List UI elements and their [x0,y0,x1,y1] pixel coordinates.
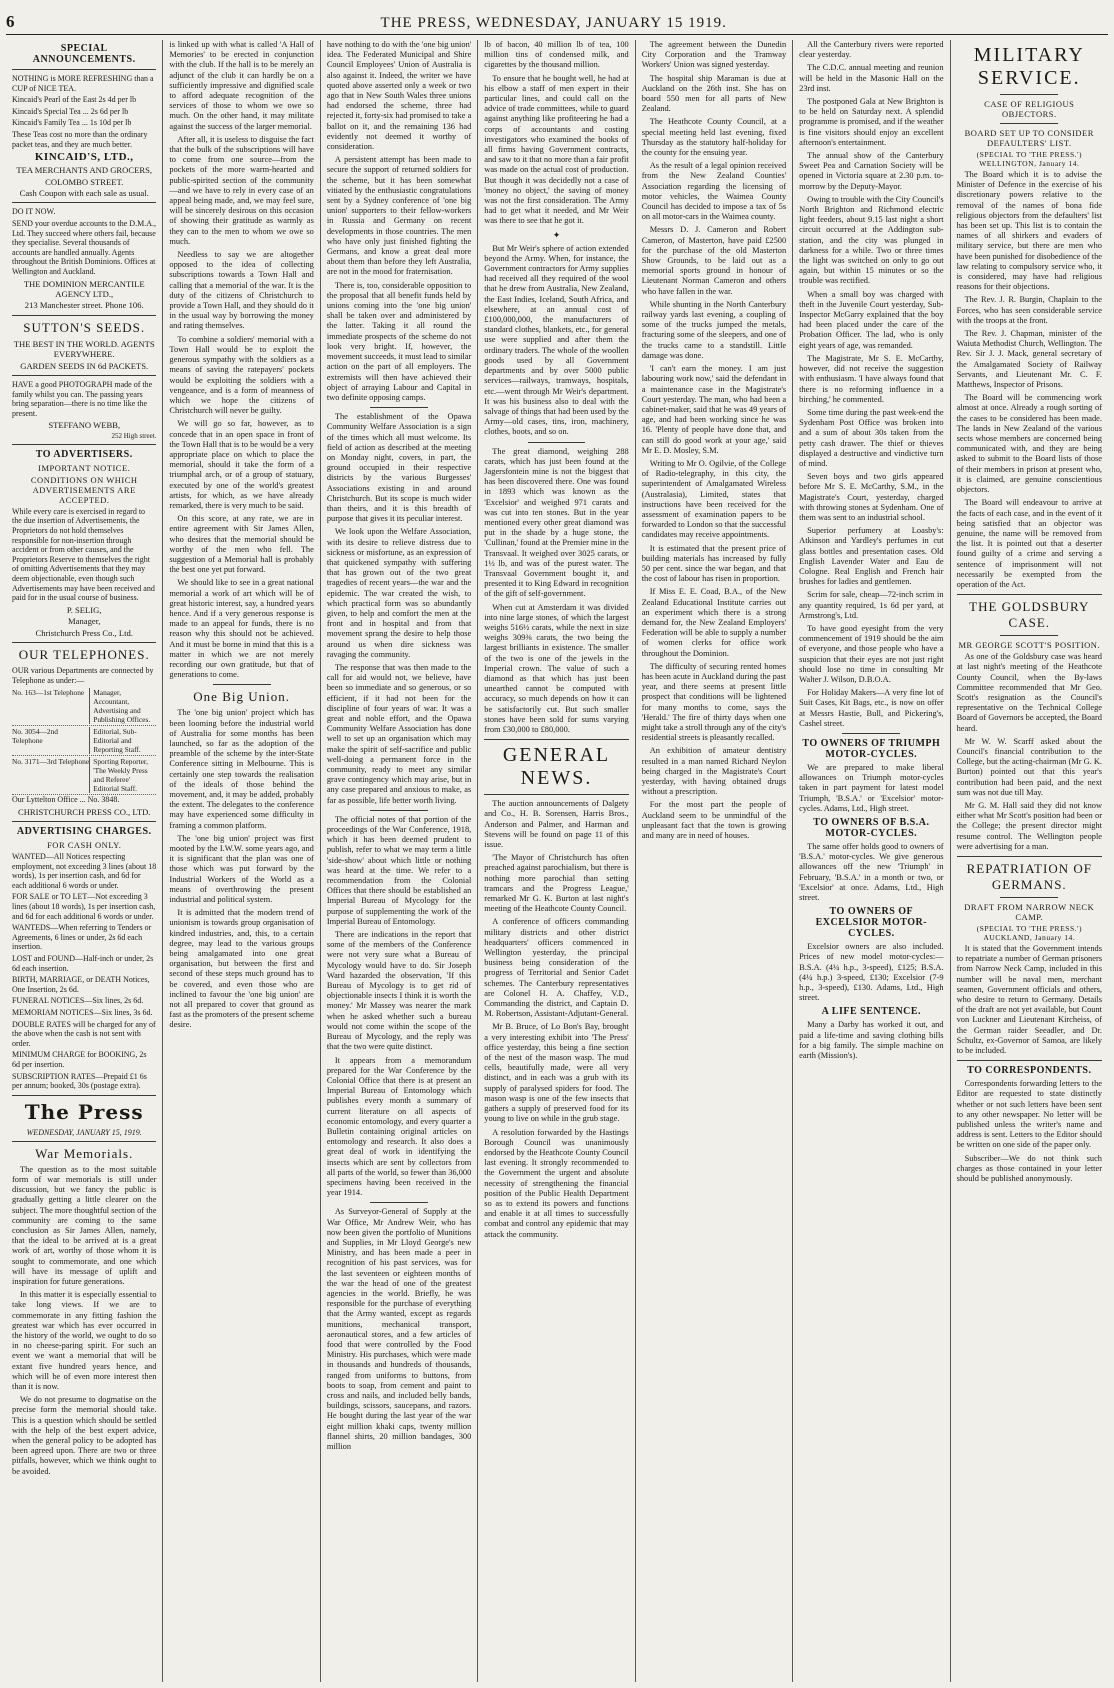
lyttelton-office: Our Lyttelton Office ... No. 3848. [12,795,120,805]
general-news-paragraph: 'The Mayor of Christchurch has often preached against parochialism, but there is nothing more parochial than setting tramcars and the Progress League,' remarked Mr G. K. Burton at last night's meeting of the Heathcote County Council. [484,853,629,914]
suttons-seeds-heading: SUTTON'S SEEDS. [23,319,146,335]
opawa-paragraph: We look upon the Welfare Association, with its desire to relieve distress due to sickness or misfortune, as an expression of that quickened sympathy with suffering that has grown out of the two great tragedies of recent years—the war and the epidemic. The war created the wish, to which practical form was so abundantly given, to help and comfort the men at the front and in hospital and from that movement sprang the desire to help those around us when dire sickness was ravaging the community. [326,527,472,659]
news-paragraph: The annual show of the Canterbury Sweet Pea and Carnation Society will be opened in Victoria square at 2.30 p.m. to-morrow by the Deputy-Mayor. [799,151,944,191]
diamond-paragraph: The great diamond, weighing 288 carats, which has just been found at the Jagersfontein mine is not the biggest that has been discovered there. One was found in 1893 which was known as the 'Excelsior' and weighed 971 carats and was cut into ten stones. But in the year mentioned every other great diamond was put in the shade by a huge stone, the 'Cullinan,' found at the Premier mine in the Transvaal. It weighed over 3025 carats, or 1½ lb, and was of the purest water. The Transvaal Government bought it, and presented it to King Edward in recognition of the gift of self-government. [484,446,629,599]
news-paragraph: Owing to trouble with the City Council's North Brighton and Richmond electric light feeders, about 9.15 last night a short circuit occurred at the Addington sub-station, and the city was plunged in darkness for a while. Two or three times the light was switched on only to go out again, but within 15 minutes or so the trouble was rectified. [799,194,944,286]
masthead [6,12,1108,35]
supply-continued: lb of bacon, 40 million lb of tea, 100 million tins of condensed milk, and cigarettes by the thousand million. [484,40,629,70]
column-5 [636,40,793,1682]
subscriber-reply: Subscriber—We do not think such charges as those contained in your letter should be published anonymously. [956,1153,1102,1184]
goldsbury-paragraph: Mr G. M. Hall said they did not know either what Mr Scott's position had been or the College; the present director might resume control. The Wellington people were advertising for a man. [956,800,1102,851]
manager-title: Manager, [68,616,101,627]
supply-paragraph: As Surveyor-General of Supply at the War Office, Mr Andrew Weir, who has now been given the portfolio of Munitions and Supplies, in Mr Lloyd George's new Ministry, and has been made a peer in recognition of his past services, was for the last seventeen or eighteen months of the war the head of one of the greatest agencies in the world. Briefly, he was responsible for the purchase of everything that the Army wanted, except as regards munitions, mechanical transport, aeronautical stores, and a few articles of food that were controlled by the Food Ministry. His purchases, which were made in thousands and hundreds of thousands, ranged from uniforms to buttons, from boots to soap, from cement and paint to cross and nails, and included belly bands, buildings, scissors, saucepans, and razors. He bought during the last year of the war eight million khaki caps, twenty million flannel shirts, 20 million bandages, 300 million [326,1207,472,1452]
board-paragraph: The Rev. J. Chapman, minister of the Waiuta Methodist Church, Wellington. The Rev. Sir J. J. Mack, general secretary of the Amalgamated Society of Railway Servants, and Lieutenant Mr. C. F. Matthews, Inspector of Prisons. [956,329,1102,390]
kincaid-name: KINCAID'S, LTD., [34,151,134,164]
one-big-union-paragraph: The 'one big union' project which has been looming before the industrial world of Australia for some months has been launched, so far as the adoption of the preamble of the scheme by the inter-State Conference sitting in Melbourne. This is certainly one step towards the realisation of the ideals of those behind the movement, and, it may be added, probably the extent. The delegates to the conference may have experienced some difficulty in framing a common platform. [169,708,314,830]
repatriation-subheading: DRAFT FROM NARROW NECK CAMP. [964,901,1095,922]
news-paragraph: Messrs D. J. Cameron and Robert Cameron, of Masterton, have paid £2500 for the purchase of the old Masterton Show Grounds, to be laid out as a memorial sports ground in honour of Lieutenant Norman Cameron and others who have fallen in the war. [641,225,787,296]
triumph-body: We are prepared to make liberal allowances on Triumph motor-cycles taken in part payment for latest model Triumph, 'B.S.A.' or 'Excelsior' motor-cycles. Adams, Ltd., High street. [799,763,944,813]
news-paragraph: Scrim for sale, cheap—72-inch scrim in any quantity required, 1s 6d per yard, at Armstrong's, Ltd. [799,590,944,620]
kincaid-cash: Cash Coupon with each sale as usual. [19,187,149,198]
photographer-address: 252 High street. [111,431,157,440]
general-news-paragraph: The auction announcements of Dalgety and Co., H. B. Sorensen, Harris Bros., Anderson and Palmer, and Harman and Stevens will be found on page 11 of this issue. [484,799,629,850]
board-paragraph: The Rev. J. R. Burgin, Chaplain to the Forces, who has seen considerable service with the troops at the front. [956,295,1102,325]
bsa-heading: TO OWNERS OF B.S.A. MOTOR-CYCLES. [813,817,930,840]
tea-price-2: Kincaid's Special Tea ... 2s 6d per lb [12,106,129,116]
weir-paragraph: But Mr Weir's sphere of action extended beyond the Army. When, for instance, the Government contractors for Army supplies had received all they required of the wool that he drew from Australia, New Zealand, the East Indies, Iceland, South Africa, and elsewhere, at an annual cost of £100,000,000, the manufacturers of standard clothes, blankets, etc., for general use were supplied and after them the ordinary traders. The whole of the woollen goods used by all Government departments and by over 5000 public services—railways, tramways, hospitals, etc.—went through Mr Weir's department. It was his business also to deal with the salvage of things that had been used by the Army—old cases, tins, iron, machinery, clothes, boots, and so on. [484,243,629,437]
conditions-heading: CONDITIONS ON WHICH ADVERTISEMENTS ARE ACCEPTED. [30,474,138,505]
news-paragraph: The Heathcote County Council, at a special meeting held last evening, fixed Thursday as the statutory half-holiday for the county for the ensuing year. [641,117,787,158]
news-paragraph: All the Canterbury rivers were reported clear yesterday. [799,40,944,60]
charges-heading: ADVERTISING CHARGES. [16,826,152,838]
charge-item: DOUBLE RATES will be charged for any of the above when the cash is not sent with order. [12,1019,156,1048]
excelsior-heading: TO OWNERS OF EXCELSIOR MOTOR-CYCLES. [815,906,928,940]
opawa-paragraph: The establishment of the Opawa Community Welfare Association is a sign of the times which all must welcome. Its field of action as described at the meeting on Monday night, covers, in part, the ground occupied in their respective districts by the various Burgesses' Associations existing in and around Christchurch. But its scope is much wider than theirs, and it is this breadth of purpose that gives it its peculiar interest. [326,412,472,524]
news-paragraph: The agreement between the Dunedin City Corporation and the Tramway Workers' Union was signed yesterday. [641,40,787,70]
supply-continued: To ensure that he bought well, he had at his elbow a staff of men expert in their particular lines, and could call on the advice of trade committees, while to guard against anything like profiteering he had a corps of accountants and costing investigators who examined the books of all firms having Government contracts, and saw to it that no more than a fair profit was made on the actual cost of production. But though it was decidedly not a case of 'money no object,' the saving of money was not the first consideration. The Army had to get what it needed, and Mr Weir was there to see that he got it. [484,73,629,226]
charges-subheading: FOR CASH ONLY. [47,840,122,851]
news-paragraph: It is estimated that the present price of building materials has increased by fully 50 per cent. since the war began, and that the cost of labour has risen in proportion. [641,543,787,584]
news-paragraph: While shunting in the North Canterbury railway yards last evening, a coupling of some of the trucks jumped the metals, fracturing some of the sleepers, and one of the trucks came to a standstill. Little damage was done. [641,299,787,360]
memorials-continued: On this score, at any rate, we are in entire agreement with Sir James Allen, who desires that the memorial should be worthy of the men who fell. The suggestion of a Memorial hall is probably the best one yet put forward. [169,514,314,575]
charge-item: MEMORIAM NOTICES—Six lines, 3s 6d. [12,1008,153,1017]
dominion-address: 213 Manchester street. Phone 106. [24,300,144,311]
news-paragraph: An exhibition of amateur dentistry resulted in a man named Richard Neylon being charged in the Magistrate's Court yesterday, with having obtained drugs without a prescription. [641,746,787,797]
memorials-continued: We should like to see in a great national memorial a work of art which will be of great historic interest, say, a hundred years hence. And if a very generous response is made to an appeal for funds, there is no reason why this should not be achieved. And it must be borne in mind that this is a matter in which we are not merely recording our own gratitude, but that of generations to come. [169,578,314,680]
war-memorials-heading: War Memorials. [35,1145,134,1161]
goldsbury-paragraph: As one of the Goldsbury case was heard at last night's meeting of the Heathcote County Council, when the By-laws Committee recommended that Mr Geo. Scott's resignation as the Council's representative on the Technical College Board of Governors be accepted, the Board heard. [956,652,1102,733]
photograph-ad: HAVE a good PHOTOGRAPH made of the family whilst you can. The passing years bring separation—there is no time like the present. [12,379,153,418]
general-news-paragraph: A resolution forwarded by the Hastings Borough Council was unanimously endorsed by the Heathcote County Council last evening. It strongly recommended to the Government the urgent and absolute necessity of strengthening the financial position of the Public Health Department so as to extend its powers and functions and enable it at all times to successfully combat and control any epidemic that may attack the community. [484,1127,629,1239]
tea-note: These Teas cost no more than the ordinary packet teas, and they are much better. [12,129,148,149]
war-memorials-paragraph: In this matter it is especially essential to take long views. If we are to commemorate in any fitting fashion the greatest war which has ever occurred in the history of the world, we ought to do so in no cheese-paring spirit. For such an event we want a memorial that will be extant five hundred years hence, and which will be of even more interest then than it is now. [12,1290,157,1392]
advertisers-subheading: IMPORTANT NOTICE. [38,462,131,473]
repatriation-heading: REPATRIATION OF GERMANS. [966,860,1092,892]
charge-item: FUNERAL NOTICES—Six lines, 2s 6d. [12,996,144,1006]
news-paragraph: The C.D.C. annual meeting and reunion will be held in the Masonic Hall on the 23rd inst. [799,63,944,93]
union-continued: have nothing to do with the 'one big union' idea. The Federated Municipal and Shire Council Employees' Union of Australia is also against it. Indeed, the writer we have quoted above asserted only a week or two ago that in New South Wales three unions had endorsed the scheme, three had rejected it, forty-six had promised to take a ballot on it, and the remaining 136 had evidently not deemed it worthy of consideration. [326,40,472,152]
charge-item: BIRTH, MARRIAGE, or DEATH Notices, One Insertion, 2s 6d. [12,975,150,994]
column-2 [163,40,320,1682]
kincaid-street: COLOMBO STREET. [45,176,124,187]
correspondents-paragraph: Correspondents forwarding letters to the Editor are requested to state distinctly whether or not such letters have been sent to any other newspaper. No letter will be published unless the writer's name and address is sent. Letters to the Editor should be written on one side of the paper only. [956,1079,1102,1150]
memorials-continued: Needless to say we are altogether opposed to the idea of collecting subscriptions towards a Town Hall and calling that a memorial of the war. It is the duty of the citizens of Christchurch to provide a Town Hall, and they should do it in the usual way by borrowing the money and rating themselves. [169,250,314,331]
do-it-now: DO IT NOW. [12,207,56,217]
memorials-continued: After all, it is useless to disguise the fact that the bulk of the subscriptions will have to come from one source—from the pockets of the more warm-hearted and public-spirited section of the community—and we have to rely in every case of an appeal being made, and, we may feel sure, will be sincerely desirous on this occasion of showing their gratitude as warmly as they can to the men to whom we owe so much. [169,134,314,246]
dma-ad: SEND your overdue accounts to the D.M.A., Ltd. They succeed where others fail, because they specialise. Several thousands of accounts are handled annually. Agents throughout the British Dominions. Offices at Wellington and Auckland. [12,218,156,276]
opawa-paragraph: The response that was then made to the call for aid would not, we believe, have been so immediate and so generous, or so efficient, if it had not been for the discipline of four years of war. It was a great and noble effort, and the Opawa Community Welfare Association has done well to set up an organisation which may make the spirit of self-sacrifice and public well-doing a permanent force in the community, ready to meet any similar grave contingency which may arise, but in any case prepared and anxious to make, as far as possible, life better worth living. [326,662,472,805]
charge-item: MINIMUM CHARGE for BOOKING, 2s 6d per insertion. [12,1050,147,1069]
news-paragraph: The hospital ship Maraman is due at Auckland on the 26th inst. She has on board 550 men for all parts of New Zealand. [641,73,787,114]
news-paragraph: Some time during the past week-end the Sydenham Post Office was broken into and a sum of about 30s taken from the petty cash drawer. The thief or thieves displayed a destructive and vindictive turn of mind. [799,407,944,468]
board-paragraph: The Board will endeavour to arrive at the facts of each case, and in the event of it being satisfied that an objector was genuine, the name will be removed from the list. It is pointed out that a deserter found guilty of a crime and serving a sentence of imprisonment will not necessarily be exempted from the operation of the Act. [956,498,1102,589]
column-7 [951,40,1108,1682]
goldsbury-subheading: MR GEORGE SCOTT'S POSITION. [958,640,1101,651]
news-paragraph: As the result of a legal opinion received from the New Zealand Counties' Association regarding the licensing of motor vehicles, the Waimea County Council has decided to impose a tax of 5s on all motor-cars in the Waimea county. [641,161,787,222]
union-continued: A persistent attempt has been made to secure the support of returned soldiers for the scheme, but it has been somewhat vitiated by the enthusiastic congratulations sent by a Sydney conference of 'one big union' supporters to their fellow-workers in Russia and Germany on recent developments in those countries. The men who have only just finished fighting the Germans, and know a great deal more about them than before they left Australia, are not in the mood for fraternisation. [326,155,472,277]
column-3 [321,40,478,1682]
repatriation-byline: (SPECIAL TO 'THE PRESS.') AUCKLAND, January 14. [976,923,1082,942]
news-paragraph: The postponed Gala at New Brighton is to be held on Saturday next. A splendid programme is promised, and if the weather is fine visitors should enjoy an excellent afternoon's entertainment. [799,97,944,147]
news-paragraph: Writing to Mr O. Ogilvie, of the College of Radio-telegraphy, in this city, the superintendent of Amalgamated Wireless (Australasia), Limited, states that instructions have been received for the assessment of examination papers to be forwarded to London so that the successful candidates may receive appointments. [641,458,787,540]
column-1 [6,40,163,1682]
advertisers-heading: TO ADVERTISERS. [35,448,133,460]
excelsior-body: Excelsior owners are also included. Prices of new model motor-cycles:—B.S.A. (4¼ h.p., 3-speed), £125; B.S.A. (4¼ h.p.) 3-speed, £130; Excelsior (7-9 h.p., 3-speed), £130. Adams, Ltd., High street. [799,942,944,1003]
life-sentence-body: Many a Darby has worked it out, and paid a life-time and saving clothing bills for a big family. The simple machine on earth (Mission's). [799,1020,944,1061]
general-news-heading: GENERAL NEWS. [502,744,611,790]
war-memorials-paragraph: The question as to the most suitable form of war memorials is still under discussion, but we fancy the public is gradually getting a little clearer on the subject. The more thoughtful section of the community are coming to the same conclusion as Sir James Allen, namely, that the ideal to be arrived at is a great work of art, worthy of those whom it is sought to commemorate, and one which will have its message of uplift and inspiration for future generations. [12,1164,157,1286]
bsa-body: The same offer holds good to owners of 'B.S.A.' motor-cycles. We give generous allowances off the new 'Triumph' in February, 'B.S.A.' in a month or two, or 'Excelsior' at once. Adams, Ltd., High street. [799,842,944,903]
edition-date: WEDNESDAY, JANUARY 15, 1919. [26,1127,142,1137]
suttons-seeds-body: THE BEST IN THE WORLD. AGENTS EVERYWHERE. [13,338,155,360]
one-big-union-paragraph: It is admitted that the modern trend of unionism is towards group organisation of kindred industries, and, this, to a certain degree, may lead to the various groups being amalgamated into one great organisation, but between the first and second of these steps much ground has to be covered, and even those who are inclined to favour the 'one big union' are not all prepared to cover that ground as fast as the promoters of the present scheme desire. [169,908,314,1030]
entomology-paragraph: It appears from a memorandum prepared for the War Conference by the Colonial Office that there is at present an Imperial Bureau of Entomology which publishes every month a summary of current literature on all aspects of economic entomology, and every quarter a Bulletin containing original articles on entomology and research. It also does a great deal of work in identifying the insects which are sent by collectors from all parts of the world, so fewer than 36,000 specimens having been received in the year 1914. [326,1055,472,1198]
memorials-continued: is linked up with what is called 'A Hall of Memories' to be erected in conjunction with the club. If the hall is to be merely an adjunct of the club it can hardly be on a sufficiently impressive and dignified scale to afford adequate recognition of the services of those to whom we owe so much. On the other hand, it may militate against the success of the larger memorial. [169,40,314,131]
repatriation-paragraph: It is stated that the Government intends to repatriate a number of German prisoners from Narrow Neck Camp, included in this number will be naval men, merchant seamen, Government officials and others, who desire to return to Germany. Details of the draft are not yet available, but Count von Luckner and Lieutenant Kircheiss, of the German raider Seeadler, and Dr. Schultz, ex-Governor of Samoa, are likely to be included. [956,943,1102,1056]
one-big-union-paragraph: The 'one big union' project was first mooted by the I.W.W. some years ago, and it is significant that the plan was one of those which was put forward by the Industrial Workers of the World as a means of overthrowing the present industrial and political system. [169,833,314,905]
press-company: CHRISTCHURCH PRESS CO., LTD. [17,806,151,817]
special-announcements-heading: SPECIAL ANNOUNCEMENTS. [32,43,136,65]
telephone-row: No. 3171—3rd Telephone Sporting Reporter, 'The Weekly Press and Referee' Editorial Staff. [12,756,156,795]
news-paragraph: When a small boy was charged with theft in the Juvenile Court yesterday, Sub-Inspector McGarry explained that the boy had been placed under the care of the Probation Officer. The lad, who is only eight years of age, was remanded. [799,289,944,350]
news-paragraph: If Miss E. E. Coad, B.A., of the New Zealand Educational Institute carries out an experiment which there is a strong demand for, the New Zealand Employers' Federation will be able to supply a number of women clerks for office work throughout the Dominion. [641,587,787,658]
telephones-heading: OUR TELEPHONES. [18,646,150,662]
goldsbury-paragraph: Mr W. W. Scarff asked about the Council's financial contribution to the College, but the acting-chairman (Mr G. K. Burton) pointed out that this year's contribution had been paid, and the next sum was not due till May. [956,736,1102,797]
news-paragraph: For the most part the people of Auckland seem to be unmindful of the unpleasant fact that the town is growing and many are in need of houses. [641,800,787,841]
triumph-heading: TO OWNERS OF TRIUMPH MOTOR-CYCLES. [802,738,941,760]
board-paragraph: The Board will be commencing work almost at once. Already a rough sorting of the cases to be considered has been made. The lands in New Zealand of the various sects whose members are concerned being communicated with, and they are being asked to submit to the Board lists of those of their members in prison at present who, it is claimed, are genuine conscientious objectors. [956,393,1102,495]
mycology-paragraph: The official notes of that portion of the proceedings of the War Conference, 1918, which it has been deemed prudent to publish, refer to what we may term a little 'side-show' about which little or nothing was heard at the time. We refer to a recommendation from the Colonial Offices that there should be established an Imperial Bureau of Mycology for the purpose of supplementing the work of the Imperial Bureau of Entomology. [326,814,472,926]
board-byline: (SPECIAL TO 'THE PRESS.') WELLINGTON, January 14. [976,150,1082,168]
conditions-body: While every care is exercised in regard to the due insertion of Advertisements, the Proprietors do not hold themselves responsible for non-insertion through accident or from other causes, and the Proprietors Reserve to themselves the right of omitting Advertisements that they may deem objectionable, even though such Advertisements may have been received and paid for in the usual course of business. [12,506,155,603]
section-divider: ✦ [552,229,561,240]
news-paragraph: The Magistrate, Mr S. E. McCarthy, however, did not receive the suggestion with enthusiasm. 'I have always found that there is no reforming influence in a birching,' he commented. [799,353,944,404]
religious-objectors-subheading: CASE OF RELIGIOUS OBJECTORS. [984,99,1075,119]
manager-company: Christchurch Press Co., Ltd. [35,627,133,638]
telephone-table [12,687,156,795]
telephone-row: No. 3054—2nd Telephone Editorial, Sub-Editorial and Reporting Staff. [12,726,156,756]
news-paragraph: To have good eyesight from the very commencement of 1919 should be the aim of everyone, and those people who have a suspicion that their eyes are not just right should lose no time in consulting Mr Walter J. Wilson, D.B.O.A. [799,623,944,684]
board-subheading: BOARD SET UP TO CONSIDER DEFAULTERS' LIST. [964,128,1094,148]
charge-item: WANTED—All Notices respecting employment, not exceeding 3 lines (about 18 words), 1s per insertion cash, and 6d for each additional 6 words or under. [12,852,157,890]
tea-price-1: Kincaid's Pearl of the East 2s 4d per lb [12,95,137,105]
charge-item: LOST and FOUND—Half-inch or under, 2s 6d each insertion. [12,954,154,973]
charge-item: FOR SALE or TO LET—Not exceeding 3 lines (about 18 words), 1s per insertion cash, and 6d for each additional 6 words or under. [12,892,156,921]
goldsbury-heading: THE GOLDSBURY CASE. [969,599,1090,631]
military-service-heading: MILITARY SERVICE. [973,44,1085,89]
page-number: 6 [6,12,16,31]
newspaper-title-line: THE PRESS, WEDNESDAY, JANUARY 15 1919. [380,15,727,31]
diamond-paragraph: When cut at Amsterdam it was divided into nine large stones, of which the largest weighs 516½ carats, while the next in size weighs 309⅜ carats, the two being the largest brilliants in existence. The smaller of the two is one of the jewels in the Imperial crown. The value of such a diamond as that which has just been unearthed cannot be computed with accuracy, so much depends on how it can be satisfactorily cut. But such smaller stones have been sold for sums varying from £30,000 to £80,000. [484,602,629,734]
correspondents-heading: TO CORRESPONDENTS. [967,1065,1092,1077]
general-news-paragraph: Mr B. Bruce, of Lo Bon's Bay, brought a very interesting exhibit into 'The Press' office yesterday, this being a fine section of the nest of the mason wasp. The mud cells, beautifully made, were all very distinct, and in each was a grub with its supply of paralysed spiders for food. The mason wasp is one of the few insects that gathers a supply of preserved food for its young to live on while in the grub stage. [484,1022,629,1124]
newspaper-columns [6,40,1108,1682]
column-6 [793,40,950,1682]
kincaid-sub: TEA MERCHANTS AND GROCERS, [16,165,153,176]
suttons-seeds-price: GARDEN SEEDS IN 6d PACKETS. [20,360,149,371]
news-paragraph: 'I can't earn the money. I am just labouring work now,' said the defendant in a maintenance case in the Magistrate's Court yesterday. The man, who had been a cabinet-maker, said that he was 49 years of age, and had been working since he was 16. 'Plenty of people have done that, and can still do good work at your age,' said Mr E. D. Mosley, S.M. [641,364,787,455]
general-news-paragraph: A conference of officers commanding military districts and other district headquarters' officers commenced in Wellington yesterday, the principal business being consideration of the progress of Territorial and Senior Cadet schemes. The Canterbury representatives are Colonel H. A. Chaffey, V.D., Commanding the district, and Captain D. M. Robertson, Assistant-Adjutant-General. [484,917,629,1019]
board-paragraph: The Board which it is to advise the Minister of Defence in the exercise of his discretionary powers relative to the removal of the names of bona fide religious objectors from the defaulters' list has been set up. This list is to contain the names of all shirkers and evaders of military service, but there are men who have been punished for disobedience of the law relating to compulsory service who, it is considered, may have had religious reasons for their objections. [956,170,1102,292]
news-paragraph: For Holiday Makers—A very fine lot of Suit Cases, Kit Bags, etc., is now on offer at Messrs Hastie, Bull, and Pickering's, Cashel street. [799,688,944,728]
one-big-union-heading: One Big Union. [193,689,290,705]
memorials-continued: To combine a soldiers' memorial with a Town Hall would be to exploit the generous sympathy with the soldiers as a means of saving the ratepayers' pockets would be exploiting the soldiers with a vengeance, and is a form of meanness of which we hope the citizens of Christchurch will never be guilty. [169,334,314,416]
press-logo: The Press [24,1099,144,1124]
news-paragraph: Superior perfumery at Loasby's: Atkinson and Yardley's perfumes in cut glass bottles and presentation cases. Old English Lavender Water and Eau de Cologne. Real English and French hair brushes for ladies and gentlemen. [799,526,944,587]
tea-ad-heading: NOTHING is MORE REFRESHING than a CUP of NICE TEA. [12,74,154,93]
mycology-paragraph: There are indications in the report that some of the members of the Conference were not very sure what a Bureau of Mycology would have to do. Sir Joseph Ward hazarded the observation, 'If this Bureau of Mycology is to get rid of objectionable insects I think it is worth the money.' Mr Massey was nearer the mark when he asked whether such a bureau would not come within the scope of the Bureau of Mycology, and the reply was that the two were quite distinct. [326,930,472,1052]
telephone-row: No. 163—1st Telephone Manager, Accountant, Advertising and Publishing Offices. [12,687,156,726]
tea-price-3: Kincaid's Family Tea ... 1s 10d per lb [12,118,132,128]
union-continued: There is, too, considerable opposition to the proposal that all benefit funds held by unions coming into the 'one big union' shall be taken over and administered by the latter. Taking it all round the immediate prospects of the scheme do not look very bright. If, however, the movement succeeds, it must lead to similar action on the part of all employers. The extremists will then have achieved their object of arraying Labour and Capital in two definite opposing camps. [326,280,472,402]
telephones-intro: OUR various Departments are connected by Telephone as under:— [12,665,154,685]
life-sentence-heading: A LIFE SENTENCE. [821,1006,922,1018]
war-memorials-paragraph: We do not presume to dogmatise on the precise form the memorial should take. This is a question which should be settled with the help of the best expert advice, when the general policy to be adopted has been agreed upon. There are two or three pitfalls, however, which we think ought to be avoided. [12,1395,157,1476]
memorials-continued: We will go so far, however, as to concede that in an open space in front of the Town Hall that is to be would be a very appropriate place on which to place the memorial, should it take the form of a triumphal arch, or of a group of statuary, executed by one of the world's greatest artists, for which, as we have already remarked, there is very much to be said. [169,419,314,510]
manager-name: P. SELIG, [66,604,102,615]
dominion-agency: THE DOMINION MERCANTILE AGENCY LTD., [23,278,145,299]
photographer-name: STEFFANO WEBB, [48,420,121,431]
charge-item: SUBSCRIPTION RATES—Prepaid £1 6s per annum; booked, 30s (postage extra). [12,1071,147,1091]
column-4 [478,40,635,1682]
news-paragraph: The difficulty of securing rented homes has been acute in Auckland during the past year, and there seems at present little prospect that conditions will be lightened for many months to come, says the 'Herald.' The fire of thirty days when one might take a stroll through any of the city's residential streets is pleasantly recalled. [641,661,787,743]
news-paragraph: Seven boys and two girls appeared before Mr S. E. McCarthy, S.M., in the Magistrate's Court, yesterday, charged with throwing stones at Sydenham. One of them was sent to an industrial school. [799,472,944,522]
charge-item: WANTEDS—When referring to Tenders or Agreements, 6 lines or under, 2s 6d each insertion. [12,923,152,952]
